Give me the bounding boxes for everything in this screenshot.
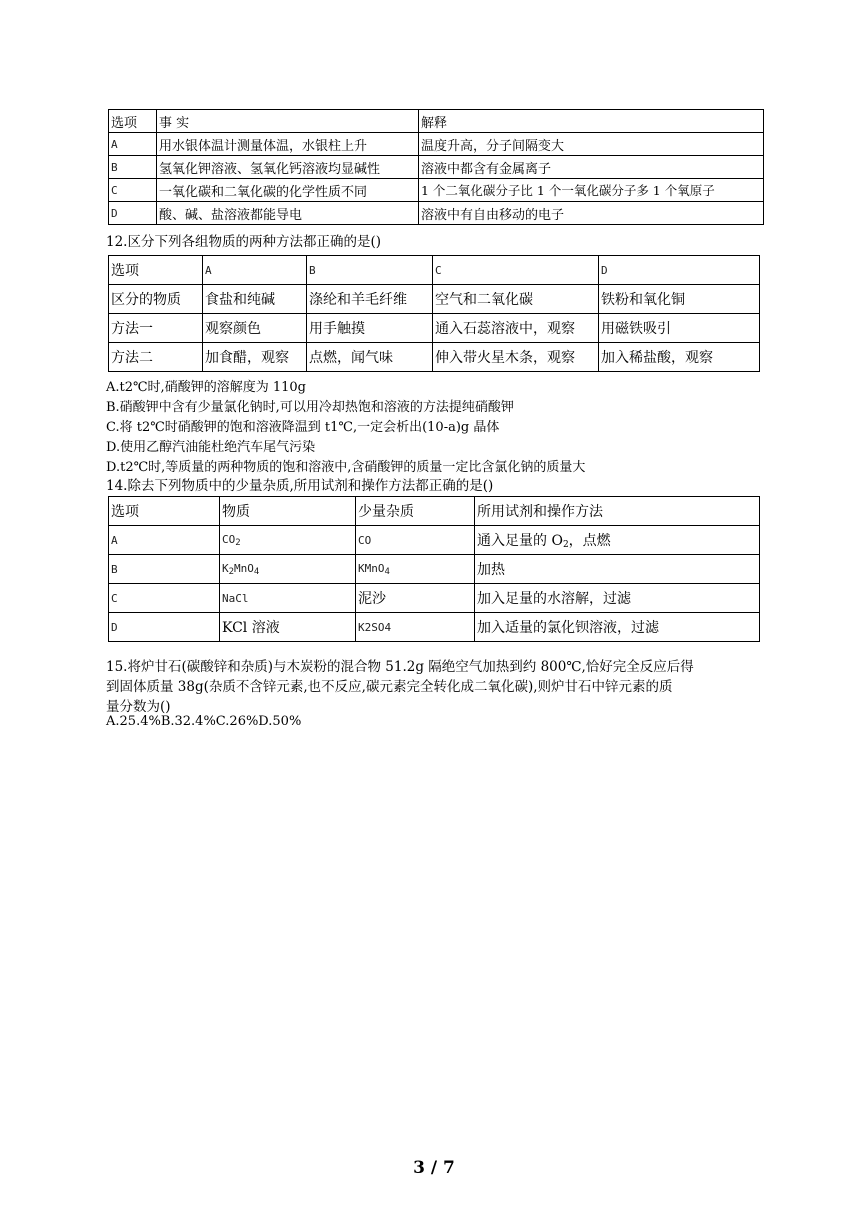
- table-cell: 用水银体温计测量体温，水银柱上升: [157, 133, 419, 156]
- table-header: D: [599, 256, 760, 285]
- table-cell: 泥沙: [356, 584, 475, 613]
- table-cell: $CO_2$: [220, 526, 356, 555]
- table-cell: 方法一: [109, 314, 203, 343]
- table-row: [109, 314, 760, 343]
- table-cell: 食盐和纯碱: [203, 285, 307, 314]
- table-cell: $K_2MnO_4$: [220, 555, 356, 584]
- table-header: B: [307, 256, 433, 285]
- table-header: 所用试剂和操作方法: [475, 497, 760, 526]
- table-cell: 一氧化碳和二氧化碳的化学性质不同: [157, 179, 419, 202]
- question-15-options: A.25.4%B.32.4%C.26%D.50%: [106, 714, 302, 729]
- question-12: 12.区分下列各组物质的两种方法都正确的是(): [106, 234, 382, 250]
- table-cell: 区分的物质: [109, 285, 203, 314]
- table-row: [109, 256, 760, 285]
- table-cell: 加热: [475, 555, 760, 584]
- table-cell: 铁粉和氧化铜: [599, 285, 760, 314]
- table-cell: B: [109, 156, 157, 179]
- table-row: [109, 285, 760, 314]
- table-cell: 温度升高，分子间隔变大: [419, 133, 764, 156]
- table-cell: D: [109, 613, 220, 642]
- table-cell: 通入石蕊溶液中，观察: [433, 314, 599, 343]
- option-line: D.t2℃时,等质量的两种物质的饱和溶液中,含硝酸钾的质量一定比含氯化钠的质量大: [106, 460, 586, 475]
- table-cell: 加入稀盐酸，观察: [599, 343, 760, 372]
- table-header: 物质: [220, 497, 356, 526]
- table-cell: 方法二: [109, 343, 203, 372]
- table-cell: 用磁铁吸引: [599, 314, 760, 343]
- table-cell: 观察颜色: [203, 314, 307, 343]
- table-row: [109, 343, 760, 372]
- table-cell: 点燃，闻气味: [307, 343, 433, 372]
- table-cell: 氢氧化钾溶液、氢氧化钙溶液均显碱性: [157, 156, 419, 179]
- question-15-line: 15.将炉甘石(碳酸锌和杂质)与木炭粉的混合物 51.2g 隔绝空气加热到约 800℃,恰好完全反应后得: [106, 659, 694, 675]
- table-row: [109, 526, 760, 555]
- facts-table: [108, 109, 764, 225]
- table-header: C: [433, 256, 599, 285]
- table-cell: 溶液中都含有金属离子: [419, 156, 764, 179]
- table-cell: C: [109, 179, 157, 202]
- table-cell: 加食醋，观察: [203, 343, 307, 372]
- table-row: [109, 133, 764, 156]
- table-header: 选项: [109, 497, 220, 526]
- table-row: [109, 179, 764, 202]
- option-line: C.将 t2℃时硝酸钾的饱和溶液降温到 t1℃,一定会析出(10-a)g 晶体: [106, 420, 500, 435]
- table-row: [109, 110, 764, 133]
- table-row: [109, 156, 764, 179]
- table-cell: 1 个二氧化碳分子比 1 个一氧化碳分子多 1 个氧原子: [419, 179, 764, 202]
- table-header: A: [203, 256, 307, 285]
- table-cell: 酸、碱、盐溶液都能导电: [157, 202, 419, 225]
- table-row: [109, 584, 760, 613]
- table-row: [109, 497, 760, 526]
- table-cell: D: [109, 202, 157, 225]
- table-cell: 加入适量的氯化钡溶液，过滤: [475, 613, 760, 642]
- table-cell: 涤纶和羊毛纤维: [307, 285, 433, 314]
- table-cell: A: [109, 526, 220, 555]
- table-header: 选项: [109, 110, 157, 133]
- question-15-line: 量分数为(): [106, 699, 171, 715]
- option-line: B.硝酸钾中含有少量氯化钠时,可以用冷却热饱和溶液的方法提纯硝酸钾: [106, 400, 514, 415]
- question-14: 14.除去下列物质中的少量杂质,所用试剂和操作方法都正确的是(): [106, 478, 494, 494]
- table-cell: 空气和二氧化碳: [433, 285, 599, 314]
- table-header: 少量杂质: [356, 497, 475, 526]
- table-header: 解释: [419, 110, 764, 133]
- table-row: [109, 202, 764, 225]
- table-cell: A: [109, 133, 157, 156]
- distinguish-table: [108, 255, 760, 372]
- impurity-table: [108, 496, 760, 642]
- table-cell: C: [109, 584, 220, 613]
- table-header: 选项: [109, 256, 203, 285]
- table-row: [109, 613, 760, 642]
- page-number: 3 / 7: [413, 1158, 455, 1178]
- table-row: [109, 555, 760, 584]
- table-header: 事 实: [157, 110, 419, 133]
- option-line: D.使用乙醇汽油能杜绝汽车尾气污染: [106, 440, 316, 455]
- question-15-line: 到固体质量 38g(杂质不含锌元素,也不反应,碳元素完全转化成二氧化碳),则炉甘石中锌元素的质: [106, 679, 673, 695]
- option-line: A.t2℃时,硝酸钾的溶解度为 110g: [106, 380, 306, 395]
- table-cell: KCl 溶液: [220, 613, 356, 642]
- table-cell: KMnO$_4$: [356, 555, 475, 584]
- table-cell: 伸入带火星木条，观察: [433, 343, 599, 372]
- table-cell: K2SO4: [356, 613, 475, 642]
- table-cell: 加入足量的水溶解，过滤: [475, 584, 760, 613]
- table-cell: CO: [356, 526, 475, 555]
- table-cell: 通入足量的 $O_2$，点燃: [475, 526, 760, 555]
- table-cell: B: [109, 555, 220, 584]
- table-cell: 溶液中有自由移动的电子: [419, 202, 764, 225]
- table-cell: 用手触摸: [307, 314, 433, 343]
- table-cell: NaCl: [220, 584, 356, 613]
